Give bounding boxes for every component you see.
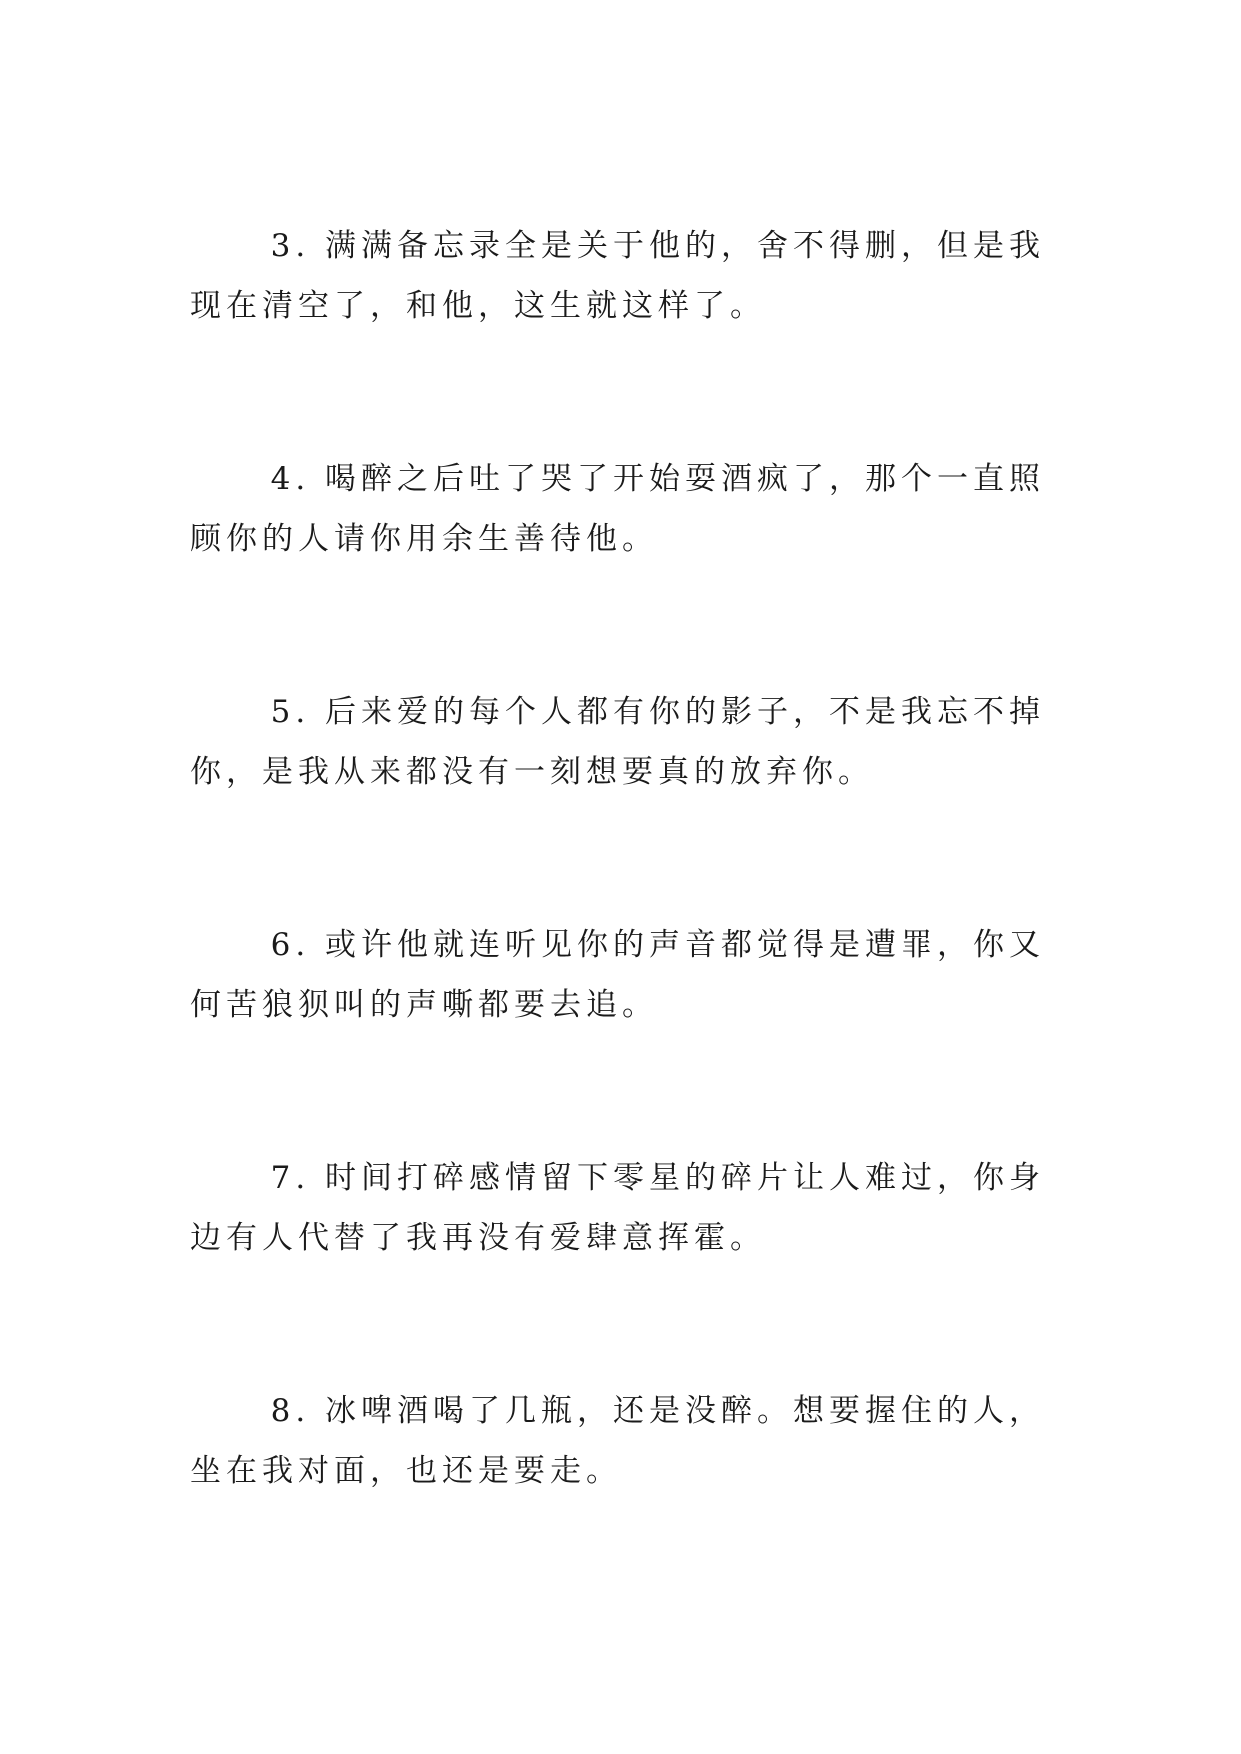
paragraph-6: 6. 或许他就连听见你的声音都觉得是遭罪，你又何苦狼狈叫的声嘶都要去追。 [190, 927, 1046, 1023]
paragraph-7: 7. 时间打碎感情留下零星的碎片让人难过，你身边有人代替了我再没有爱肆意挥霍。 [190, 1160, 1046, 1256]
paragraph-3: 3. 满满备忘录全是关于他的，舍不得删，但是我现在清空了，和他，这生就这样了。 [190, 228, 1046, 324]
paragraph-4: 4. 喝醉之后吐了哭了开始耍酒疯了，那个一直照顾你的人请你用余生善待他。 [190, 461, 1046, 557]
paragraph-8: 8. 冰啤酒喝了几瓶，还是没醉。想要握住的人，坐在我对面，也还是要走。 [190, 1393, 1046, 1489]
paragraph-5: 5. 后来爱的每个人都有你的影子，不是我忘不掉你，是我从来都没有一刻想要真的放弃你。 [190, 694, 1046, 790]
